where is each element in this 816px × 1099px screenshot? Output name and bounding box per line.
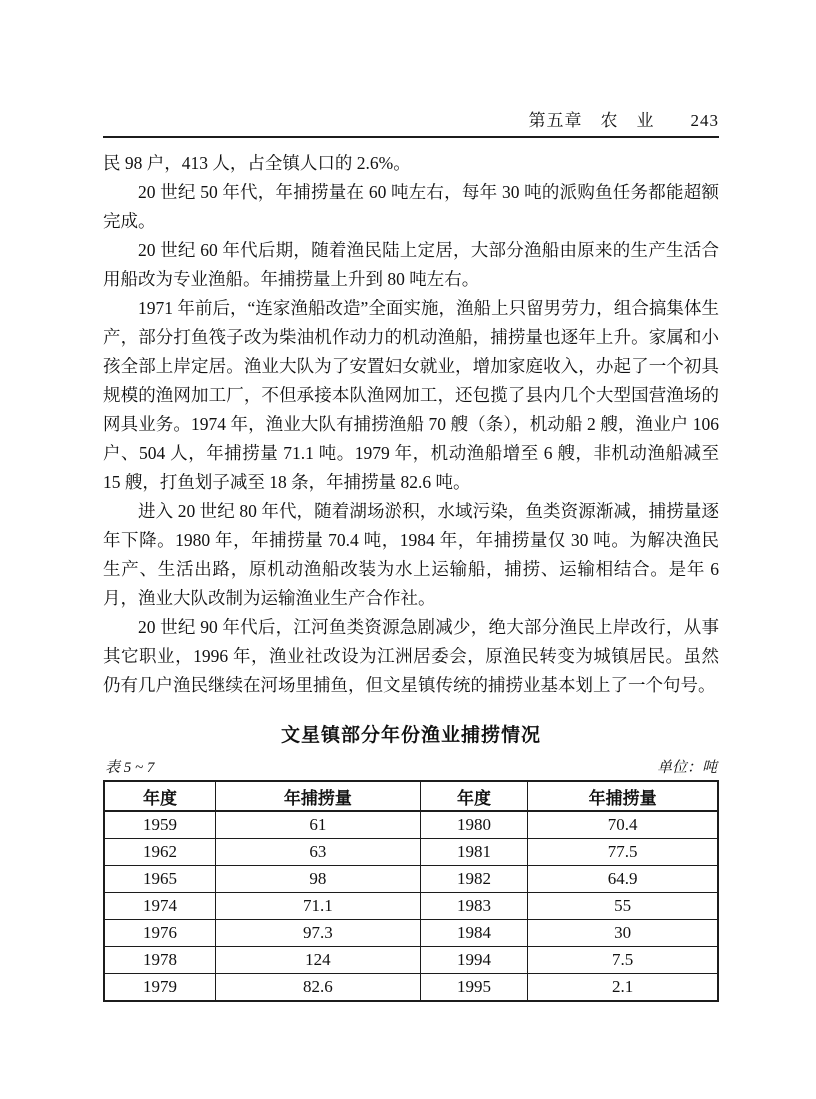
table-row [104, 839, 718, 866]
table-head [104, 781, 718, 811]
table-row [104, 920, 718, 947]
table-header-row [104, 781, 718, 811]
annual-catch-cell: 7.5 [528, 947, 718, 974]
table-row [104, 947, 718, 974]
paragraph: 20 世纪 50 年代，年捕捞量在 60 吨左右，每年 30 吨的派购鱼任务都能超额完成。 [103, 182, 719, 231]
column-header: 年捕捞量 [528, 781, 718, 811]
year-cell: 1984 [420, 920, 528, 947]
paragraph: 20 世纪 60 年代后期，随着渔民陆上定居，大部分渔船由原来的生产生活合用船改为专业渔船。年捕捞量上升到 80 吨左右。 [103, 240, 719, 289]
paragraph: 进入 20 世纪 80 年代，随着湖场淤积，水域污染，鱼类资源渐减，捕捞量逐年下降。1980 年，年捕捞量 70.4 吨，1984 年，年捕捞量仅 30 吨。为解决渔民生产、生活出路，原机动渔船改装为水上运输船，捕捞、运输相结合。是年 6 月，渔业大队改制为运输渔业生产合作社。 [103, 501, 719, 608]
year-cell: 1959 [104, 811, 215, 839]
year-cell: 1976 [104, 920, 215, 947]
annual-catch-cell: 82.6 [215, 974, 420, 1002]
paragraph: 1971 年前后，“连家渔船改造”全面实施，渔船上只留男劳力，组合搞集体生产，部分打鱼筏子改为柴油机作动力的机动渔船，捕捞量也逐年上升。家属和小孩全部上岸定居。渔业大队为了安置妇女就业，增加家庭收入，办起了一个初具规模的渔网加工厂，不但承接本队渔网加工，还包揽了县内几个大型国营渔场的网具业务。1974 年，渔业大队有捕捞渔船 70 艘（条），机动船 2 艘，渔业户 106 户、504 人，年捕捞量 71.1 吨。1979 年，机动渔船增至 6 艘，非机动渔船减至 15 艘，打鱼划子减至 18 条，年捕捞量 82.6 吨。 [103, 298, 719, 492]
table-row [104, 866, 718, 893]
year-cell: 1979 [104, 974, 215, 1002]
running-head-text: 第五章 农 业 243 [528, 111, 719, 130]
annual-catch-cell: 64.9 [528, 866, 718, 893]
year-cell: 1965 [104, 866, 215, 893]
table-unit: 单位：吨 [656, 760, 717, 776]
page-content [103, 106, 719, 1002]
annual-catch-cell: 71.1 [215, 893, 420, 920]
year-cell: 1980 [420, 811, 528, 839]
annual-catch-cell: 70.4 [528, 811, 718, 839]
year-cell: 1994 [420, 947, 528, 974]
year-cell: 1983 [420, 893, 528, 920]
table-section [103, 720, 719, 1002]
page-header [103, 106, 719, 138]
annual-catch-cell: 124 [215, 947, 420, 974]
annual-catch-cell: 98 [215, 866, 420, 893]
year-cell: 1982 [420, 866, 528, 893]
table-title: 文星镇部分年份渔业捕捞情况 [280, 725, 541, 746]
table-row [104, 893, 718, 920]
year-cell: 1978 [104, 947, 215, 974]
year-cell: 1995 [420, 974, 528, 1002]
table-body [104, 811, 718, 1001]
paragraph: 20 世纪 90 年代后，江河鱼类资源急剧减少，绝大部分渔民上岸改行，从事其它职业，1996 年，渔业社改设为江洲居委会，原渔民转变为城镇居民。虽然仍有几户渔民继续在河场里捕鱼，但文星镇传统的捕捞业基本划上了一个句号。 [103, 617, 719, 695]
table-caption-row [103, 756, 719, 777]
table-number: 表 5 ~ 7 [105, 760, 155, 776]
paragraph: 民 98 户，413 人，占全镇人口的 2.6%。 [103, 153, 411, 173]
annual-catch-cell: 77.5 [528, 839, 718, 866]
year-cell: 1974 [104, 893, 215, 920]
year-cell: 1981 [420, 839, 528, 866]
annual-catch-cell: 63 [215, 839, 420, 866]
column-header: 年度 [420, 781, 528, 811]
fishing-catch-table [103, 780, 719, 1002]
annual-catch-cell: 30 [528, 920, 718, 947]
body-text [103, 149, 719, 700]
annual-catch-cell: 55 [528, 893, 718, 920]
annual-catch-cell: 2.1 [528, 974, 718, 1002]
year-cell: 1962 [104, 839, 215, 866]
table-row [104, 974, 718, 1002]
column-header: 年度 [104, 781, 215, 811]
table-row [104, 811, 718, 839]
column-header: 年捕捞量 [215, 781, 420, 811]
annual-catch-cell: 61 [215, 811, 420, 839]
annual-catch-cell: 97.3 [215, 920, 420, 947]
